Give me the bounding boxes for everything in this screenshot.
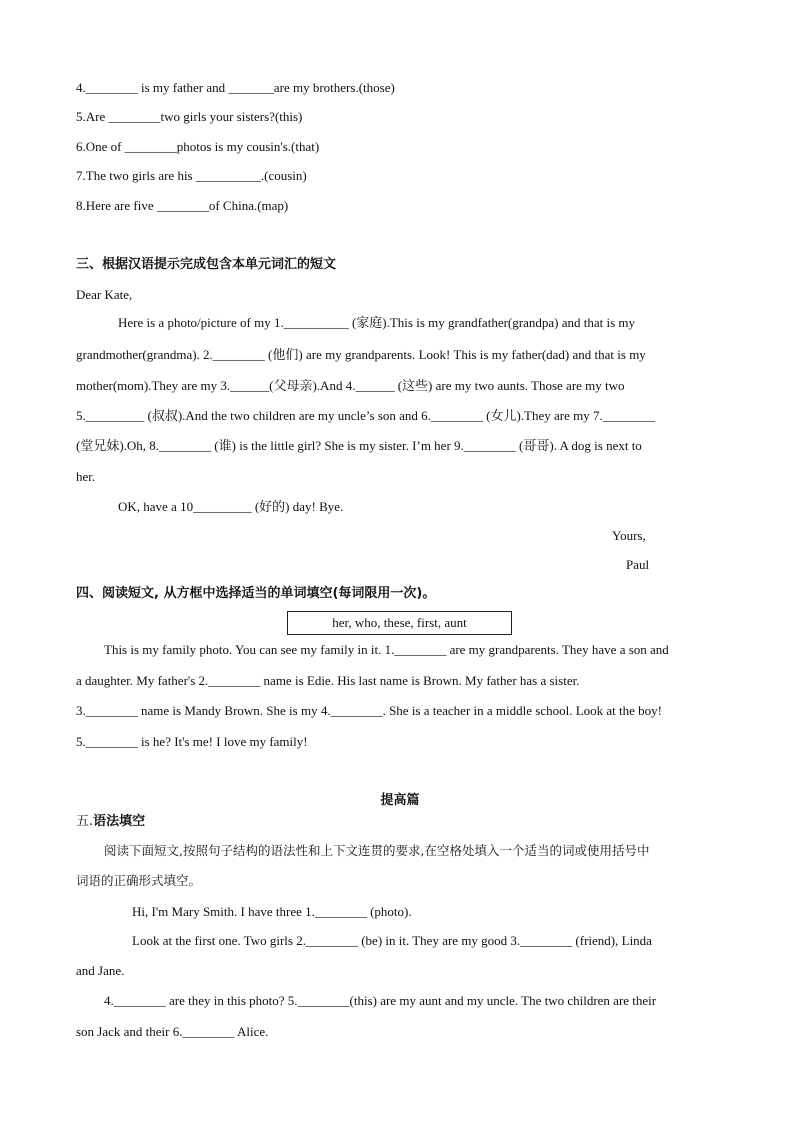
letter-salutation: Dear Kate, [76,287,133,302]
grammar-line: son Jack and their 6.________ Alice. [76,1024,269,1039]
exercise-item-5: 5.Are ________two girls your sisters?(this) [76,109,303,124]
letter-closing: Yours, [612,528,646,543]
exercise-item-6: 6.One of ________photos is my cousin's.(that) [76,139,320,154]
grammar-line: Hi, I'm Mary Smith. I have three 1.________ (photo). [132,904,412,919]
section-3-heading: 三、根据汉语提示完成包含本单元词汇的短文 [76,257,337,272]
instruction-line: 阅读下面短文,按照句子结构的语法性和上下文连贯的要求,在空格处填入一个适当的词或使用括号中 [104,843,650,858]
letter-line: 5._________ (叔叔).And the two children are my uncle’s son and 6.________ (女儿).They are my 7.________ [76,408,655,423]
letter-line: mother(mom).They are my 3.______(父母亲).And 4.______ (这些) are my two aunts. Those are my two [76,378,625,393]
section-5-number: 五. [76,814,94,829]
instruction-line: 词语的正确形式填空。 [76,873,202,888]
exercise-item-7: 7.The two girls are his __________.(cousin) [76,168,307,183]
letter-line: her. [76,469,96,484]
word-bank-box: her, who, these, first, aunt [287,611,512,635]
passage-line: This is my family photo. You can see my family in it. 1.________ are my grandparents. They have a son and [104,642,669,657]
letter-line: Here is a photo/picture of my 1.__________ (家庭).This is my grandfather(grandpa) and that is my [118,315,635,330]
exercise-item-8: 8.Here are five ________of China.(map) [76,198,289,213]
section-5-title: 语法填空 [93,814,146,829]
advanced-section-title: 提高篇 [380,793,420,808]
letter-line: grandmother(grandma). 2.________ (他们) are my grandparents. Look! This is my father(dad) and that is my [76,347,646,362]
section-5-heading [76,813,145,830]
grammar-line: and Jane. [76,963,125,978]
letter-line: (堂兄妹).Oh, 8.________ (谁) is the little girl? She is my sister. I’m her 9.________ (哥哥). A dog is next to [76,438,642,453]
passage-line: a daughter. My father's 2.________ name is Edie. His last name is Brown. My father has a sister. [76,673,580,688]
grammar-line: Look at the first one. Two girls 2.________ (be) in it. They are my good 3.________ (friend), Linda [132,933,652,948]
section-4-heading: 四、阅读短文, 从方框中选择适当的单词填空(每词限用一次)。 [76,586,436,601]
exercise-item-4: 4.________ is my father and _______are my brothers.(those) [76,80,395,95]
passage-line: 3.________ name is Mandy Brown. She is my 4.________. She is a teacher in a middle school. Look at the boy! [76,703,662,718]
letter-line: OK, have a 10_________ (好的) day! Bye. [118,499,344,514]
grammar-line: 4.________ are they in this photo? 5.________(this) are my aunt and my uncle. The two children are their [104,993,657,1008]
letter-signature: Paul [626,557,650,572]
passage-line: 5.________ is he? It's me! I love my family! [76,734,308,749]
